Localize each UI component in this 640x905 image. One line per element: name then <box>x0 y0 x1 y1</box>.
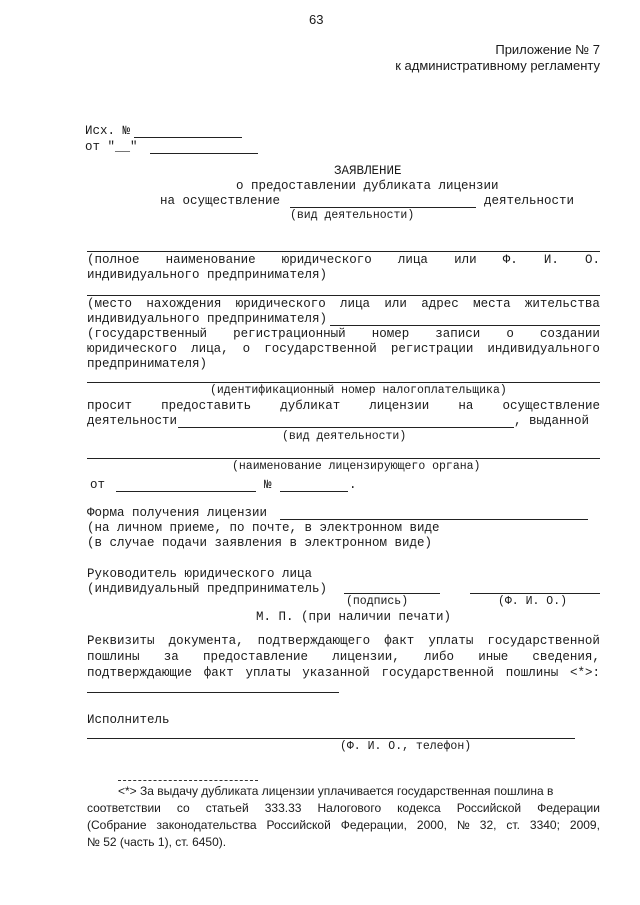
word: Российской <box>266 818 331 832</box>
word: Федерации <box>537 801 600 815</box>
signature-field[interactable] <box>344 593 440 594</box>
activity-label-left: на осуществление <box>160 194 281 208</box>
word: факт <box>384 634 415 648</box>
word: И. <box>543 253 559 267</box>
signature-caption: (подпись) <box>346 595 409 608</box>
request-activity-label: деятельности <box>87 414 178 428</box>
signer-name-caption: (Ф. И. О.) <box>498 595 568 608</box>
word: 32, <box>479 818 497 832</box>
executor-field[interactable] <box>87 738 575 739</box>
license-number-period: . <box>349 478 357 492</box>
word: места <box>473 297 511 311</box>
word: Российской <box>456 801 522 815</box>
activity-type-caption: (вид деятельности) <box>290 209 415 222</box>
payment-details-field[interactable] <box>87 692 339 693</box>
word: уплаты <box>245 666 291 680</box>
word: (Собрание <box>87 818 147 832</box>
word: сведения, <box>532 650 600 664</box>
payment-text-2 <box>87 650 600 664</box>
request-activity-caption: (вид деятельности) <box>282 430 407 443</box>
document-title: ЗАЯВЛЕНИЕ <box>334 164 402 178</box>
footnote-line-1: <*> За выдачу дубликата лицензии уплачивается государственная пошлина в <box>118 784 554 798</box>
license-date-label: от <box>90 478 106 492</box>
word: юридического <box>235 297 326 311</box>
word: Реквизиты <box>87 634 155 648</box>
footnote-line-3 <box>87 818 600 832</box>
stamp-label: М. П. (при наличии печати) <box>256 610 452 624</box>
word: или <box>454 253 477 267</box>
inn-caption: (идентификационный номер налогоплательщика) <box>210 384 507 397</box>
outgoing-date-field[interactable] <box>150 153 258 154</box>
word: осуществление <box>502 399 600 413</box>
form-receipt-label: Форма получения лицензии <box>87 506 268 520</box>
footnote-line-4: № 52 (часть 1), ст. 6450). <box>87 835 227 849</box>
word: подтверждающие <box>87 666 193 680</box>
signer-name-field[interactable] <box>470 593 600 594</box>
word: государственной <box>264 342 377 356</box>
request-issued-label: , выданной <box>514 414 590 428</box>
head-title: Руководитель юридического лица <box>87 567 313 581</box>
appendix-number: Приложение № 7 <box>495 42 600 57</box>
inn-field[interactable] <box>87 382 600 383</box>
word: лица <box>340 297 371 311</box>
footnote-divider <box>118 780 258 781</box>
payment-text-1 <box>87 634 600 648</box>
word: (полное <box>87 253 140 267</box>
document-subtitle: о предоставлении дубликата лицензии <box>236 179 499 193</box>
licensing-authority-field[interactable] <box>87 458 600 459</box>
word: законодательства <box>156 818 257 832</box>
word: документа, <box>168 634 244 648</box>
word: Налогового <box>317 801 382 815</box>
applicant-name-caption <box>87 253 600 267</box>
word: регистрационный <box>233 327 346 341</box>
word: пошлины <box>505 666 559 680</box>
word: <*>: <box>569 666 600 680</box>
word: со <box>176 801 190 815</box>
outgoing-number-label: Исх. № <box>85 124 131 138</box>
word: на <box>458 399 474 413</box>
word: о <box>242 342 251 356</box>
word: 2000, <box>416 818 447 832</box>
applicant-address-field[interactable] <box>87 295 600 296</box>
license-date-field[interactable] <box>116 491 256 492</box>
word: подтверждающего <box>257 634 371 648</box>
word: (место <box>87 297 133 311</box>
request-activity-field[interactable] <box>178 427 514 428</box>
activity-type-field[interactable] <box>290 207 476 208</box>
applicant-name-caption-cont: индивидуального предпринимателя) <box>87 268 328 282</box>
word: адрес <box>421 297 459 311</box>
word: лица <box>397 253 428 267</box>
word: регистрации <box>390 342 474 356</box>
word: жительства <box>524 297 600 311</box>
word: лицензии, <box>332 650 400 664</box>
request-text <box>87 399 600 413</box>
activity-label-right: деятельности <box>484 194 575 208</box>
head-title-cont: (индивидуальный предприниматель) <box>87 582 328 596</box>
word: записи <box>435 327 481 341</box>
executor-label: Исполнитель <box>87 713 170 727</box>
word: ст. <box>506 818 520 832</box>
word: указанной <box>302 666 370 680</box>
footnote-line-2 <box>87 801 600 815</box>
payment-text-3 <box>87 666 600 680</box>
word: статьей <box>205 801 249 815</box>
address-caption-cont: индивидуального предпринимателя) <box>87 312 328 326</box>
word: наименование <box>165 253 256 267</box>
page-number: 63 <box>309 12 324 27</box>
outgoing-number-field[interactable] <box>134 137 242 138</box>
word: иные <box>478 650 509 664</box>
word: лицензии <box>369 399 430 413</box>
word: юридического <box>281 253 372 267</box>
word: или <box>384 297 407 311</box>
registration-number-field[interactable] <box>330 325 600 326</box>
word: государственной <box>381 666 494 680</box>
word: просит <box>87 399 133 413</box>
registration-caption-end: предпринимателя) <box>87 357 208 371</box>
word: предоставить <box>161 399 252 413</box>
licensing-authority-caption: (наименование лицензирующего органа) <box>232 460 481 473</box>
applicant-name-field[interactable] <box>87 251 600 252</box>
word: О. <box>584 253 600 267</box>
word: Федерации, <box>340 818 407 832</box>
license-number-field[interactable] <box>280 491 348 492</box>
word: 2009, <box>569 818 600 832</box>
word: о <box>506 327 514 341</box>
word: № <box>456 818 470 832</box>
word: дубликат <box>280 399 341 413</box>
word: предоставление <box>202 650 308 664</box>
executor-caption: (Ф. И. О., телефон) <box>340 740 472 753</box>
word: либо <box>423 650 454 664</box>
word: соответствии <box>87 801 161 815</box>
word: уплаты <box>428 634 474 648</box>
form-receipt-field[interactable] <box>280 519 588 520</box>
word: номер <box>371 327 410 341</box>
license-number-label: № <box>264 478 272 492</box>
appendix-regulation: к административному регламенту <box>395 58 600 73</box>
word: юридического <box>87 342 178 356</box>
word: факт <box>203 666 234 680</box>
word: 333.33 <box>264 801 302 815</box>
form-receipt-option-1: (на личном приеме, по почте, в электронном виде <box>87 521 440 535</box>
word: лица, <box>191 342 229 356</box>
word: 3340; <box>529 818 560 832</box>
word: государственной <box>487 634 600 648</box>
registration-caption <box>87 327 600 341</box>
word: нахождения <box>146 297 222 311</box>
form-receipt-option-2: (в случае подачи заявления в электронном виде) <box>87 536 433 550</box>
word: индивидуального <box>487 342 600 356</box>
word: за <box>163 650 179 664</box>
word: пошлины <box>87 650 140 664</box>
word: создании <box>539 327 600 341</box>
registration-caption-cont <box>87 342 600 356</box>
outgoing-date-label: от "__" <box>85 140 138 154</box>
word: кодекса <box>397 801 441 815</box>
word: Ф. <box>502 253 518 267</box>
address-caption <box>87 297 600 311</box>
word: (государственный <box>87 327 208 341</box>
